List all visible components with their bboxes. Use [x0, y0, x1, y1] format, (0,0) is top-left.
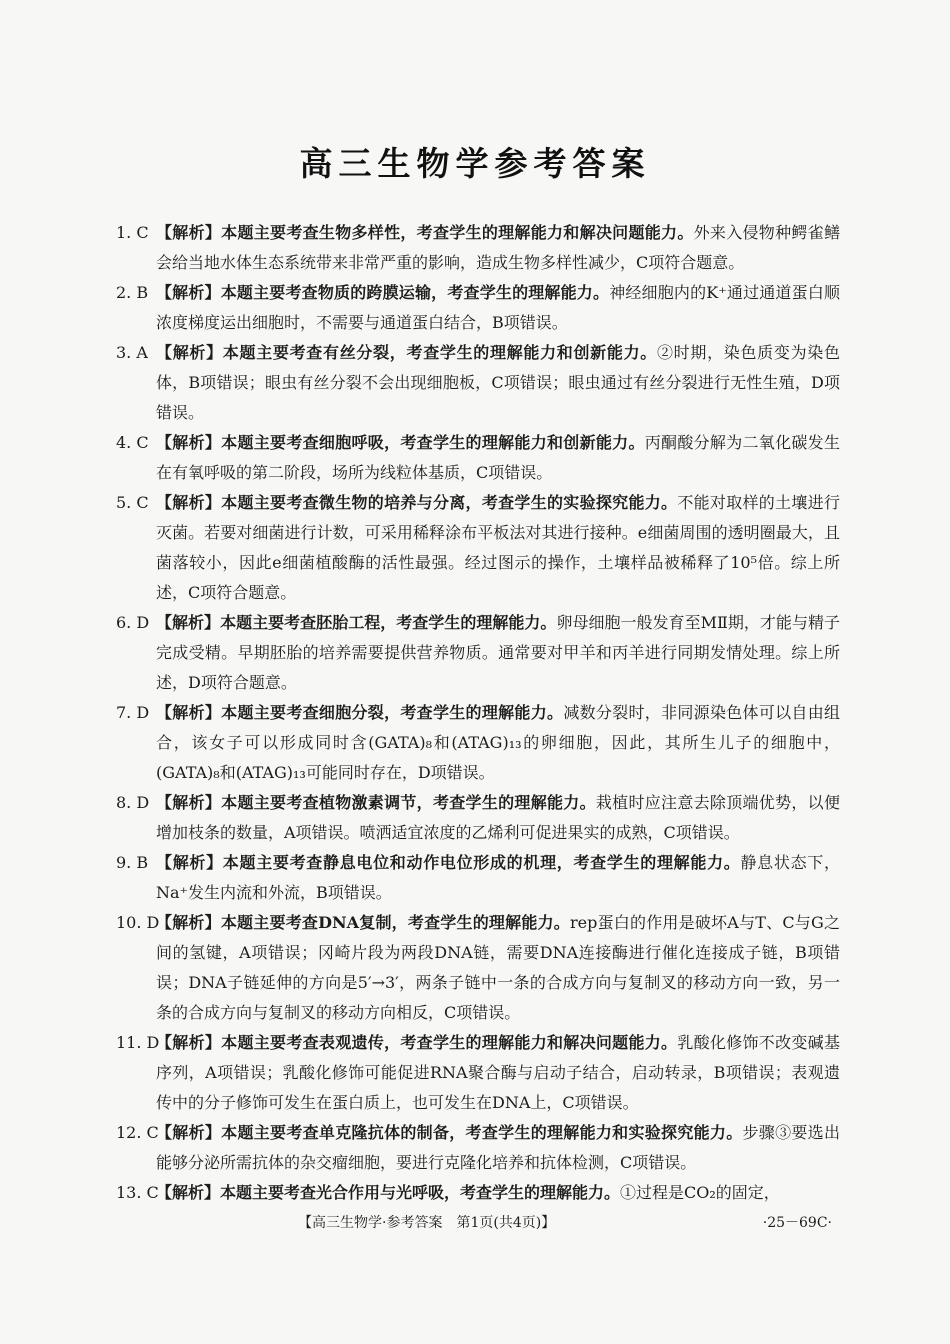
- answer-number: 1. C: [116, 223, 149, 242]
- answer-analysis-text: 丙酮酸分解为二氧化碳发生在有氧呼吸的第二阶段，场所为线粒体基质，C项错误。: [156, 433, 840, 482]
- answer-number: 4. C: [116, 433, 149, 452]
- answer-analysis-lead: 【解析】本题主要考查单克隆抗体的制备，考查学生的理解能力和实验探究能力。: [156, 1123, 743, 1142]
- answer-analysis-lead: 【解析】本题主要考查生物多样性，考查学生的理解能力和解决问题能力。: [156, 223, 694, 242]
- answer-item-7: [116, 698, 840, 788]
- answer-number: 9. B: [116, 853, 149, 872]
- answer-item-11: [116, 1028, 840, 1118]
- answer-item-12: [116, 1118, 840, 1178]
- answer-item-6: [116, 608, 840, 698]
- answer-analysis-lead: 【解析】本题主要考查表观遗传，考查学生的理解能力和解决问题能力。: [156, 1033, 678, 1052]
- answer-analysis-text: ②时期，染色质变为染色体，B项错误；眼虫有丝分裂不会出现细胞板，C项错误；眼虫通过有丝分裂进行无性生殖，D项错误。: [156, 343, 840, 422]
- page-title: 高三生物学参考答案: [299, 144, 651, 183]
- footer-code: ·25－69C·: [762, 1215, 832, 1231]
- answer-number: 11. D: [116, 1033, 160, 1052]
- answer-number: 2. B: [116, 283, 149, 302]
- answer-number: 7. D: [116, 703, 150, 722]
- answer-item-3: [116, 338, 840, 428]
- answer-number: 8. D: [116, 793, 150, 812]
- answer-analysis-text: 减数分裂时，非同源染色体可以自由组合，该女子可以形成同时含(GATA)₈和(ATAG)₁₃的卵细胞，因此，其所生儿子的细胞中，(GATA)₈和(ATAG)₁₃可能同时存在，D项错误。: [156, 703, 840, 782]
- answer-analysis-lead: 【解析】本题主要考查静息电位和动作电位形成的机理，考查学生的理解能力。: [156, 853, 741, 872]
- answer-analysis-lead: 【解析】本题主要考查细胞分裂，考查学生的理解能力。: [156, 703, 564, 722]
- answer-item-5: [116, 488, 840, 608]
- answer-analysis-text: ①过程是CO₂的固定，: [620, 1183, 780, 1202]
- answer-item-10: [116, 908, 840, 1028]
- answer-analysis-text: 栽植时应注意去除顶端优势，以便增加枝条的数量，A项错误。喷洒适宜浓度的乙烯利可促进果实的成熟，C项错误。: [156, 793, 840, 842]
- answer-analysis-lead: 【解析】本题主要考查胚胎工程，考查学生的理解能力。: [156, 613, 557, 632]
- footer-page-info: 【高三生物学·参考答案 第1页(共4页)】: [298, 1215, 556, 1231]
- answer-analysis-lead: 【解析】本题主要考查物质的跨膜运输，考查学生的理解能力。: [156, 283, 610, 302]
- answer-analysis-text: 步骤③要选出能够分泌所需抗体的杂交瘤细胞，要进行克隆化培养和抗体检测，C项错误。: [156, 1123, 840, 1172]
- answer-analysis-text: 静息状态下，Na⁺发生内流和外流，B项错误。: [156, 853, 840, 902]
- answer-item-8: [116, 788, 840, 848]
- answer-item-9: [116, 848, 840, 908]
- answer-number: 3. A: [116, 343, 148, 362]
- answer-analysis-lead: 【解析】本题主要考查细胞呼吸，考查学生的理解能力和创新能力。: [156, 433, 645, 452]
- answer-analysis-text: 乳酸化修饰不改变碱基序列，A项错误；乳酸化修饰可能促进RNA聚合酶与启动子结合，启动转录，B项错误；表观遗传中的分子修饰可发生在蛋白质上，也可发生在DNA上，C项错误。: [156, 1033, 840, 1112]
- answer-analysis-text: 不能对取样的土壤进行灭菌。若要对细菌进行计数，可采用稀释涂布平板法对其进行接种。e细菌周围的透明圈最大，且菌落较小，因此e细菌植酸酶的活性最强。经过图示的操作，土壤样品被稀释了10⁵倍。综上所述，C项符合题意。: [156, 493, 840, 602]
- answer-number: 12. C: [116, 1123, 159, 1142]
- answer-number: 6. D: [116, 613, 150, 632]
- answer-analysis-text: 卵母细胞一般发育至MⅡ期，才能与精子完成受精。早期胚胎的培养需要提供营养物质。通常要对甲羊和丙羊进行同期发情处理。综上所述，D项符合题意。: [156, 613, 840, 692]
- answer-analysis-text: 外来入侵物种鳄雀鳝会给当地水体生态系统带来非常严重的影响，造成生物多样性减少，C项符合题意。: [156, 223, 840, 272]
- answer-item-13: [116, 1178, 840, 1208]
- answer-item-4: [116, 428, 840, 488]
- answer-analysis-lead: 【解析】本题主要考查植物激素调节，考查学生的理解能力。: [156, 793, 596, 812]
- answer-list: [116, 218, 840, 1208]
- answer-analysis-lead: 【解析】本题主要考查微生物的培养与分离，考查学生的实验探究能力。: [156, 493, 678, 512]
- answer-analysis-lead: 【解析】本题主要考查有丝分裂，考查学生的理解能力和创新能力。: [156, 343, 657, 362]
- answer-analysis-text: 神经细胞内的K⁺通过通道蛋白顺浓度梯度运出细胞时，不需要与通道蛋白结合，B项错误。: [156, 283, 840, 332]
- answer-number: 13. C: [116, 1183, 159, 1202]
- answer-item-1: [116, 218, 840, 278]
- answer-analysis-lead: 【解析】本题主要考查光合作用与光呼吸，考查学生的理解能力。: [156, 1183, 621, 1202]
- answer-analysis-text: rep蛋白的作用是破坏A与T、C与G之间的氢键，A项错误；冈崎片段为两段DNA链，需要DNA连接酶进行催化连接成子链，B项错误；DNA子链延伸的方向是5′→3′，两条子链中一条的合成方向与复制叉的移动方向一致，另一条的合成方向与复制叉的移动方向相反，C项错误。: [156, 913, 840, 1022]
- answer-number: 5. C: [116, 493, 149, 512]
- answer-analysis-lead: 【解析】本题主要考查DNA复制，考查学生的理解能力。: [156, 913, 570, 932]
- answer-number: 10. D: [116, 913, 160, 932]
- answer-item-2: [116, 278, 840, 338]
